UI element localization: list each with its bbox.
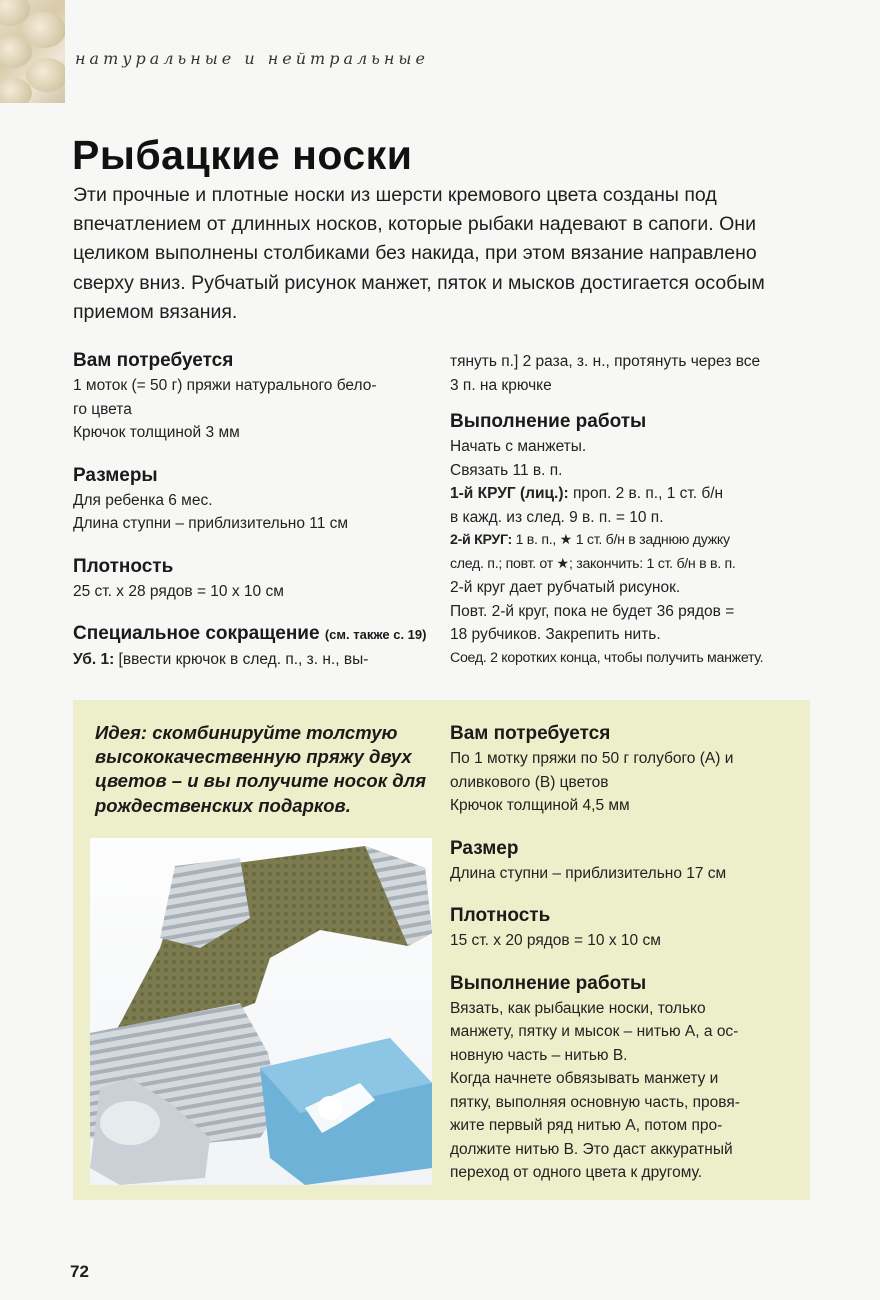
round2-label: 2-й КРУГ:	[450, 532, 512, 548]
work-line: Начать с манжеты.	[450, 438, 587, 455]
work-heading: Выполнение работы	[450, 972, 647, 994]
materials-line: По 1 мотку пряжи по 50 г голубого (А) и	[450, 750, 734, 767]
right-column	[450, 350, 820, 670]
corner-photo	[0, 0, 65, 103]
idea-text: Идея: скомбинируйте толстую высококачественную пряжу двух цветов – и вы получите носок для рождественских подарков.	[95, 722, 427, 816]
density-line: 25 ст. х 28 рядов = 10 х 10 см	[73, 582, 284, 600]
work-line: переход от одного цвета к другому.	[450, 1164, 703, 1181]
sizes-line: Для ребенка 6 мес.	[73, 491, 213, 509]
work-heading: Выполнение работы	[450, 411, 647, 432]
round2-line	[450, 529, 820, 553]
page-number: 72	[70, 1262, 89, 1281]
abbreviation-label: Уб. 1:	[73, 651, 115, 668]
work-line: жите первый ряд нитью А, потом про-	[450, 1117, 723, 1134]
sizes-heading: Размеры	[73, 464, 158, 486]
work-line: Вязать, как рыбацкие носки, только	[450, 999, 706, 1017]
size-line: Длина ступни – приблизительно 17 см	[450, 864, 727, 882]
idea-column	[450, 721, 805, 1185]
repeat-line: Соед. 2 коротких конца, чтобы получить манжету.	[450, 649, 764, 666]
continuation-line: 3 п. на крючке	[450, 376, 552, 394]
round1-line	[450, 482, 820, 506]
work-line: Связать 11 в. п.	[450, 461, 563, 479]
round1-text: проп. 2 в. п., 1 ст. б/н	[572, 485, 724, 502]
round2-text: 1 в. п., ★ 1 ст. б/н в заднюю дужку	[515, 532, 730, 548]
page-title: Рыбацкие носки	[72, 132, 413, 178]
sock-illustration	[90, 838, 432, 1185]
materials-line: Крючок толщиной 4,5 мм	[450, 797, 630, 814]
christmas-sock-photo	[90, 838, 432, 1185]
sizes-line: Длина ступни – приблизительно 11 см	[73, 515, 349, 532]
work-line: манжету, пятку и мысок – нитью А, а ос-	[450, 1023, 739, 1040]
round1-line: в кажд. из след. 9 в. п. = 10 п.	[450, 508, 664, 526]
abbreviation-text: [ввести крючок в след. п., з. н., вы-	[118, 651, 369, 668]
round2-line: след. п.; повт. от ★; закончить: 1 ст. б/н в в. п.	[450, 555, 736, 572]
continuation-line: тянуть п.] 2 раза, з. н., протянуть через все	[450, 353, 761, 370]
round2-line: 2-й круг дает рубчатый рисунок.	[450, 579, 681, 596]
abbreviation-title: Специальное сокращение	[73, 623, 320, 644]
round1-label: 1-й КРУГ (лиц.):	[450, 485, 569, 502]
repeat-line: 18 рубчиков. Закрепить нить.	[450, 626, 661, 643]
materials-line: го цвета	[73, 400, 132, 418]
materials-line: Крючок толщиной 3 мм	[73, 424, 240, 441]
materials-heading: Вам потребуется	[73, 350, 234, 371]
materials-heading: Вам потребуется	[450, 723, 611, 744]
section-header: натуральные и нейтральные	[75, 49, 429, 68]
abbreviation-heading	[73, 621, 443, 648]
repeat-line: Повт. 2-й круг, пока не будет 36 рядов =	[450, 602, 735, 620]
size-heading: Размер	[450, 837, 519, 859]
materials-line: 1 моток (= 50 г) пряжи натурального бело-	[73, 377, 377, 394]
materials-line: оливкового (В) цветов	[450, 773, 609, 791]
intro-paragraph: Эти прочные и плотные носки из шерсти кремового цвета созданы под впечатлением от длинных носков, которые рыбаки надевают в сапоги. Они целиком выполнены столбиками без накида, при этом вязание направлено сверху вниз. Рубчатый рисунок манжет, пяток и мысков достигается особым приемом вязания.	[73, 184, 765, 323]
left-column	[73, 348, 443, 672]
work-line: новную часть – нитью В.	[450, 1046, 628, 1064]
work-line: пятку, выполняя основную часть, провя-	[450, 1093, 740, 1111]
work-line: Когда начнете обвязывать манжету и	[450, 1070, 719, 1087]
abbreviation-reference: (см. также с. 19)	[324, 627, 427, 642]
density-heading: Плотность	[450, 905, 551, 926]
density-line: 15 ст. х 20 рядов = 10 х 10 см	[450, 932, 661, 949]
density-heading: Плотность	[73, 555, 174, 577]
work-line: должите нитью В. Это даст аккуратный	[450, 1140, 733, 1158]
abbreviation-line	[73, 648, 443, 672]
